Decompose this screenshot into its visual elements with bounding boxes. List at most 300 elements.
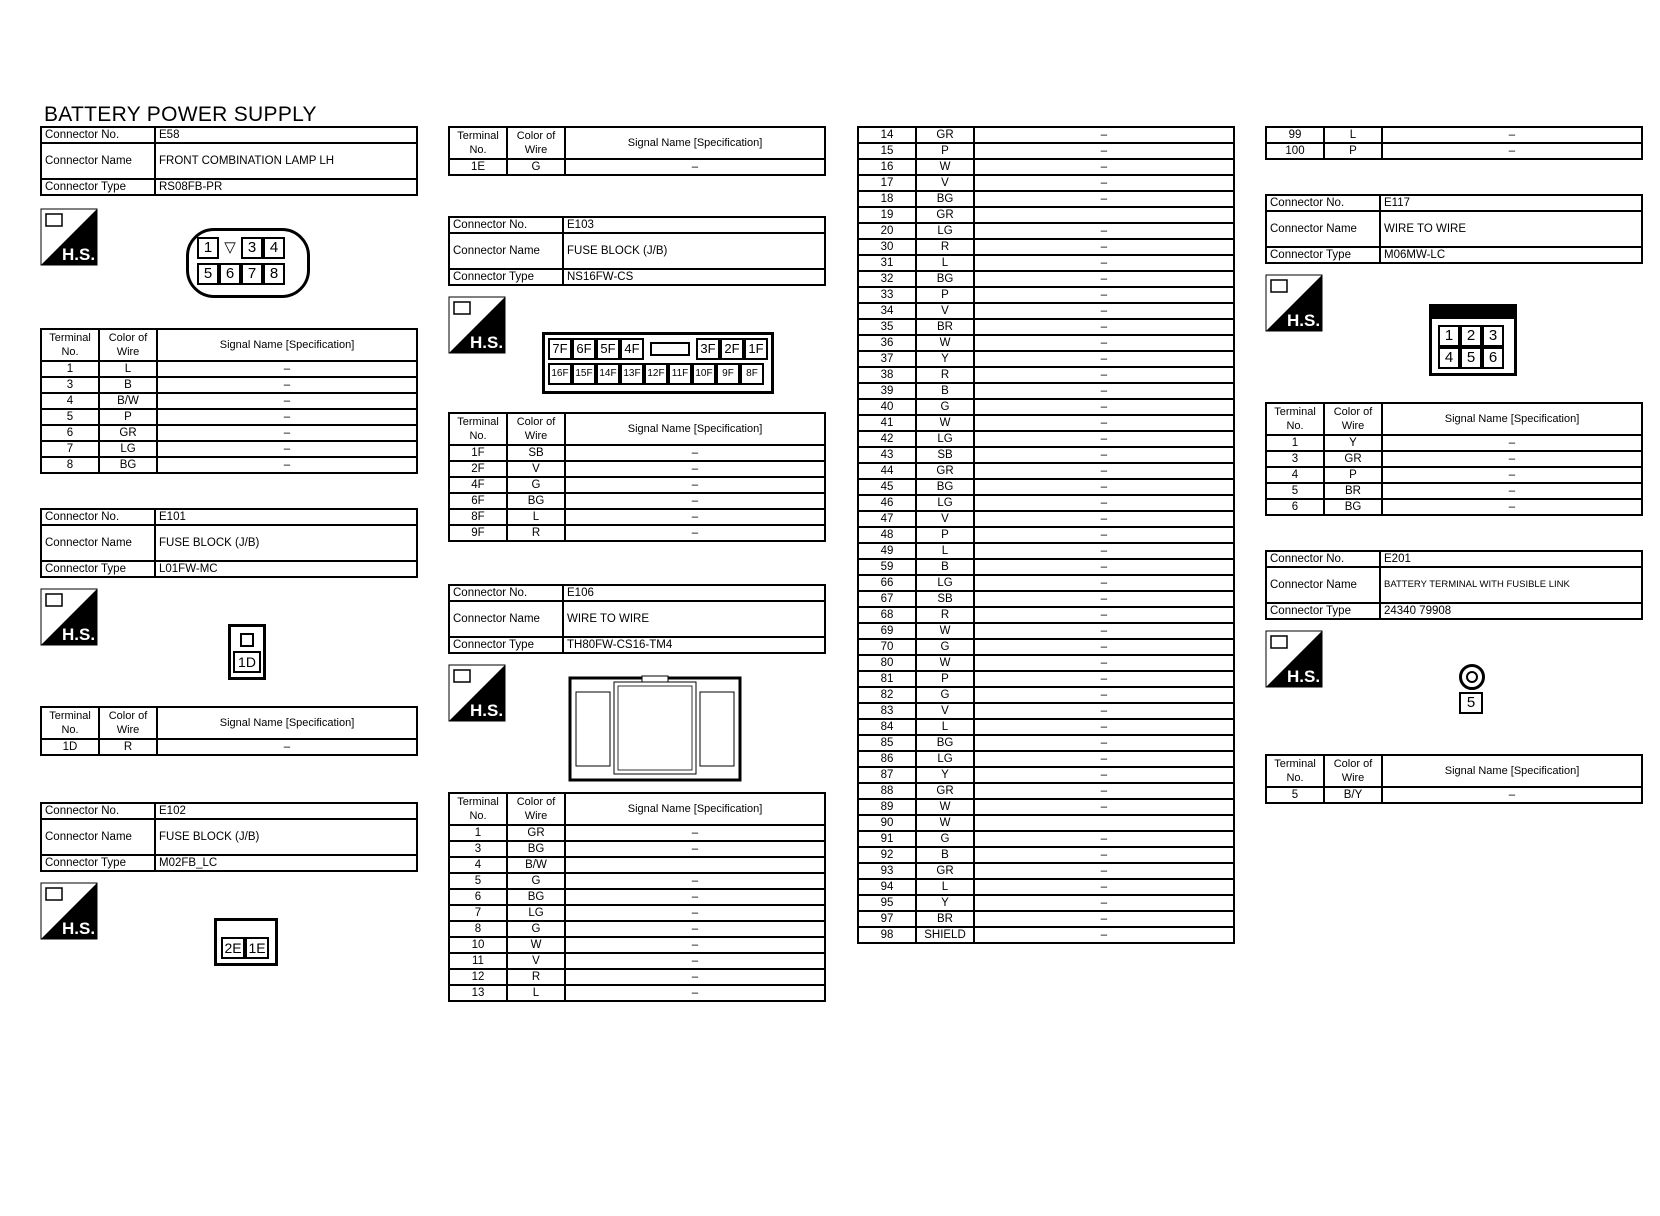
- terminal-no-cell: 36: [858, 335, 916, 351]
- table-row: 4F G –: [449, 477, 825, 493]
- wire-color-cell: W: [916, 623, 974, 639]
- connector-name-label: Connector Name: [41, 525, 155, 561]
- connector-name-value: FUSE BLOCK (J/B): [155, 819, 417, 855]
- pin: 11F: [668, 363, 692, 385]
- terminal-no-cell: 92: [858, 847, 916, 863]
- wire-color-cell: SB: [916, 447, 974, 463]
- table-row: [858, 911, 1234, 927]
- terminal-no-cell: 10: [449, 937, 507, 953]
- pin-row-bottom: [197, 263, 285, 285]
- terminal-table-e58: [40, 328, 418, 474]
- signal-name-cell: –: [974, 831, 1234, 847]
- wire-color-cell: G: [916, 639, 974, 655]
- table-row: [858, 879, 1234, 895]
- connector-no-value: E103: [563, 217, 825, 233]
- terminal-no-cell: 37: [858, 351, 916, 367]
- wire-color-cell: V: [916, 511, 974, 527]
- table-row: [858, 143, 1234, 159]
- signal-name-cell: –: [1382, 143, 1642, 159]
- harness-side-icon: [1265, 630, 1323, 688]
- connector-name-value: WIRE TO WIRE: [563, 601, 825, 637]
- table-row: [858, 607, 1234, 623]
- table-row: [858, 127, 1234, 143]
- wire-color-cell: LG: [916, 751, 974, 767]
- connector-type-label: Connector Type: [41, 179, 155, 195]
- terminal-no-cell: 97: [858, 911, 916, 927]
- table-row: 1D R –: [41, 739, 417, 755]
- signal-name-cell: –: [565, 985, 825, 1001]
- signal-name-cell: –: [974, 559, 1234, 575]
- wire-color-cell: LG: [916, 431, 974, 447]
- table-row: [449, 969, 825, 985]
- wire-color-cell: BG: [916, 735, 974, 751]
- wire-color-cell: G: [507, 921, 565, 937]
- connector-diagram-e103: [448, 286, 826, 412]
- terminal-no-cell: 5: [449, 873, 507, 889]
- terminal-no-cell: 8: [449, 921, 507, 937]
- wire-color-cell: GR: [916, 207, 974, 223]
- table-row: 5 P –: [41, 409, 417, 425]
- pin: 5F: [596, 338, 620, 360]
- terminal-no-cell: 16: [858, 159, 916, 175]
- table-row: [858, 255, 1234, 271]
- connector-diagram-e102: [40, 872, 418, 972]
- table-row: [858, 175, 1234, 191]
- table-row: [858, 559, 1234, 575]
- connector-type-label: Connector Type: [1266, 603, 1380, 619]
- table-row: [858, 815, 1234, 831]
- wire-color-cell: B: [916, 847, 974, 863]
- terminal-no-cell: 49: [858, 543, 916, 559]
- pin: 3: [241, 237, 263, 259]
- connector-type-value: NS16FW-CS: [563, 269, 825, 285]
- terminal-no-cell: 42: [858, 431, 916, 447]
- terminal-no-cell: 59: [858, 559, 916, 575]
- signal-name-cell: –: [974, 911, 1234, 927]
- wire-color-cell: P: [916, 143, 974, 159]
- wire-color-cell: B/W: [507, 857, 565, 873]
- connector-name-label: Connector Name: [1266, 211, 1380, 247]
- terminal-no-header: Terminal No.: [1266, 755, 1324, 787]
- signal-name-cell: –: [974, 223, 1234, 239]
- table-row: [858, 495, 1234, 511]
- pin: 12F: [644, 363, 668, 385]
- wire-color-cell: BR: [916, 319, 974, 335]
- signal-name-cell: –: [974, 655, 1234, 671]
- signal-name-cell: –: [974, 623, 1234, 639]
- terminal-no-cell: 93: [858, 863, 916, 879]
- terminal-no-cell: 17: [858, 175, 916, 191]
- table-row: [858, 863, 1234, 879]
- table-row: [858, 415, 1234, 431]
- pin: 13F: [620, 363, 644, 385]
- hs-label: H.S.: [470, 701, 504, 720]
- wire-color-cell: BG: [507, 841, 565, 857]
- connector-diagram-e201: [1265, 620, 1643, 754]
- terminal-no-cell: 19: [858, 207, 916, 223]
- signal-name-cell: –: [974, 479, 1234, 495]
- table-row: [858, 431, 1234, 447]
- terminal-no-cell: 88: [858, 783, 916, 799]
- wire-color-cell: P: [1324, 143, 1382, 159]
- wire-color-cell: L: [1324, 127, 1382, 143]
- pin: 6: [1482, 347, 1504, 369]
- table-row: [449, 985, 825, 1001]
- table-row: [449, 953, 825, 969]
- wire-color-cell: LG: [507, 905, 565, 921]
- signal-name-cell: –: [974, 303, 1234, 319]
- pin: 1: [1438, 325, 1460, 347]
- terminal-no-cell: 85: [858, 735, 916, 751]
- signal-name-cell: –: [974, 671, 1234, 687]
- wire-color-cell: L: [916, 879, 974, 895]
- table-row: [449, 937, 825, 953]
- connector-no-label: Connector No.: [41, 127, 155, 143]
- terminal-no-cell: 90: [858, 815, 916, 831]
- wire-color-cell: GR: [507, 825, 565, 841]
- terminal-no-cell: 67: [858, 591, 916, 607]
- table-row: [858, 527, 1234, 543]
- terminal-no-cell: 47: [858, 511, 916, 527]
- connector-shell: [214, 918, 278, 966]
- signal-name-cell: –: [974, 367, 1234, 383]
- table-row: 5 B/Y –: [1266, 787, 1642, 803]
- wire-color-cell: Y: [916, 895, 974, 911]
- signal-name-cell: –: [974, 463, 1234, 479]
- table-row: 6F BG –: [449, 493, 825, 509]
- table-row: [858, 735, 1234, 751]
- table-row: [858, 543, 1234, 559]
- connector-type-value: RS08FB-PR: [155, 179, 417, 195]
- table-row: [858, 751, 1234, 767]
- connector-type-value: 24340 79908: [1380, 603, 1642, 619]
- column-3: [857, 126, 1235, 944]
- signal-name-cell: –: [565, 841, 825, 857]
- table-row: 6 BG –: [1266, 499, 1642, 515]
- wire-color-cell: W: [916, 655, 974, 671]
- table-row: [858, 719, 1234, 735]
- color-header: Color of Wire: [507, 793, 565, 825]
- signal-name-cell: –: [974, 927, 1234, 943]
- table-row: [858, 511, 1234, 527]
- wire-color-cell: B: [916, 559, 974, 575]
- color-header: Color of Wire: [99, 707, 157, 739]
- terminal-no-cell: 18: [858, 191, 916, 207]
- terminal-no-header: Terminal No.: [449, 793, 507, 825]
- terminal-no-cell: 34: [858, 303, 916, 319]
- terminal-no-cell: 95: [858, 895, 916, 911]
- pin: 5: [1459, 692, 1483, 714]
- connector-shell: [542, 332, 774, 394]
- table-row: [858, 655, 1234, 671]
- terminal-no-cell: 35: [858, 319, 916, 335]
- wire-color-cell: L: [916, 543, 974, 559]
- table-row: [858, 671, 1234, 687]
- hs-label: H.S.: [62, 625, 96, 644]
- table-row: [858, 239, 1234, 255]
- table-row: [449, 889, 825, 905]
- wire-color-cell: W: [916, 815, 974, 831]
- wire-color-cell: G: [916, 399, 974, 415]
- table-row: [858, 351, 1234, 367]
- connector-no-value: E58: [155, 127, 417, 143]
- wire-color-cell: LG: [916, 223, 974, 239]
- terminal-no-cell: 68: [858, 607, 916, 623]
- connector-name-label: Connector Name: [1266, 567, 1380, 603]
- terminal-no-cell: 41: [858, 415, 916, 431]
- terminal-no-cell: 99: [1266, 127, 1324, 143]
- column-1: [40, 126, 418, 972]
- pin: 1E: [245, 937, 269, 959]
- table-row: [858, 191, 1234, 207]
- signal-name-cell: –: [1382, 127, 1642, 143]
- signal-header: Signal Name [Specification]: [565, 127, 825, 159]
- terminal-no-cell: 13: [449, 985, 507, 1001]
- terminal-no-cell: 84: [858, 719, 916, 735]
- connector-diagram-e106: [448, 654, 826, 792]
- wire-color-cell: SB: [916, 591, 974, 607]
- table-row: 6 GR –: [41, 425, 417, 441]
- pin: 1F: [744, 338, 768, 360]
- table-row: [858, 383, 1234, 399]
- terminal-no-cell: 15: [858, 143, 916, 159]
- wire-color-cell: W: [916, 159, 974, 175]
- terminal-table-e101: [40, 706, 418, 756]
- connector-no-value: E117: [1380, 195, 1642, 211]
- wire-color-cell: L: [916, 255, 974, 271]
- terminal-no-cell: 69: [858, 623, 916, 639]
- wire-color-cell: W: [916, 335, 974, 351]
- connector-no-label: Connector No.: [41, 509, 155, 525]
- signal-name-cell: –: [565, 921, 825, 937]
- terminal-no-cell: 94: [858, 879, 916, 895]
- signal-header: Signal Name [Specification]: [1382, 403, 1642, 435]
- table-row: [858, 207, 1234, 223]
- signal-name-cell: [974, 207, 1234, 223]
- connector-type-label: Connector Type: [1266, 247, 1380, 263]
- wire-color-cell: LG: [916, 575, 974, 591]
- wire-color-cell: W: [507, 937, 565, 953]
- signal-name-cell: –: [974, 511, 1234, 527]
- connector-shell: [1459, 664, 1485, 714]
- wire-color-cell: W: [916, 415, 974, 431]
- table-row: [1266, 127, 1642, 143]
- connector-type-value: M06MW-LC: [1380, 247, 1642, 263]
- hs-label: H.S.: [1287, 667, 1321, 686]
- table-row: [858, 271, 1234, 287]
- signal-name-cell: –: [974, 783, 1234, 799]
- wire-color-cell: W: [916, 799, 974, 815]
- terminal-table-e117: [1265, 402, 1643, 516]
- connector-no-label: Connector No.: [41, 803, 155, 819]
- table-row: [858, 895, 1234, 911]
- signal-name-cell: –: [974, 527, 1234, 543]
- table-row: 3 GR –: [1266, 451, 1642, 467]
- terminal-no-cell: 30: [858, 239, 916, 255]
- wire-color-cell: BR: [916, 911, 974, 927]
- terminal-no-cell: 46: [858, 495, 916, 511]
- wire-color-cell: Y: [916, 351, 974, 367]
- connector-info-e101: [40, 508, 418, 578]
- pin: 3: [1482, 325, 1504, 347]
- table-row: [858, 399, 1234, 415]
- connector-name-value: BATTERY TERMINAL WITH FUSIBLE LINK: [1380, 567, 1642, 603]
- connector-name-label: Connector Name: [449, 233, 563, 269]
- connector-name-value: FRONT COMBINATION LAMP LH: [155, 143, 417, 179]
- pin: 2: [1460, 325, 1482, 347]
- signal-name-cell: –: [974, 351, 1234, 367]
- pin: 4: [1438, 347, 1460, 369]
- wire-color-cell: SHIELD: [916, 927, 974, 943]
- signal-name-cell: –: [974, 143, 1234, 159]
- table-row: 2F V –: [449, 461, 825, 477]
- terminal-no-header: Terminal No.: [449, 413, 507, 445]
- signal-name-cell: –: [974, 191, 1234, 207]
- terminal-no-header: Terminal No.: [41, 707, 99, 739]
- signal-name-cell: –: [974, 879, 1234, 895]
- terminal-no-cell: 33: [858, 287, 916, 303]
- table-row: [858, 463, 1234, 479]
- table-row: [449, 857, 825, 873]
- table-row: [858, 799, 1234, 815]
- page-title: BATTERY POWER SUPPLY: [44, 103, 317, 126]
- terminal-table-e106-part3: [1265, 126, 1643, 160]
- wire-color-cell: BG: [916, 479, 974, 495]
- wire-color-cell: G: [916, 687, 974, 703]
- pin: 4F: [620, 338, 644, 360]
- signal-name-cell: –: [974, 575, 1234, 591]
- column-4: [1265, 126, 1643, 804]
- pin: 2E: [221, 937, 245, 959]
- table-row: [858, 479, 1234, 495]
- wire-color-cell: R: [916, 367, 974, 383]
- connector-type-label: Connector Type: [41, 561, 155, 577]
- terminal-no-cell: 3: [449, 841, 507, 857]
- signal-name-cell: –: [974, 735, 1234, 751]
- wire-color-cell: R: [916, 239, 974, 255]
- table-row: [858, 639, 1234, 655]
- hs-label: H.S.: [62, 919, 96, 938]
- terminal-no-cell: 12: [449, 969, 507, 985]
- signal-name-cell: –: [974, 239, 1234, 255]
- pin-row-top: 1 ▽ 3 4: [197, 237, 285, 259]
- harness-side-icon: [40, 208, 98, 266]
- connector-type-label: Connector Type: [449, 637, 563, 653]
- terminal-no-cell: 14: [858, 127, 916, 143]
- terminal-no-cell: 40: [858, 399, 916, 415]
- connector-shell: [568, 674, 742, 782]
- terminal-table-e102: [448, 126, 826, 176]
- signal-name-cell: –: [974, 543, 1234, 559]
- signal-name-cell: –: [974, 799, 1234, 815]
- table-row: 1 L –: [41, 361, 417, 377]
- connector-info-e103: [448, 216, 826, 286]
- terminal-no-cell: 20: [858, 223, 916, 239]
- signal-name-cell: –: [974, 159, 1234, 175]
- connector-type-label: Connector Type: [449, 269, 563, 285]
- connector-info-e201: [1265, 550, 1643, 620]
- hs-label: H.S.: [470, 333, 504, 352]
- signal-name-cell: [565, 857, 825, 873]
- connector-shell: [1429, 304, 1517, 376]
- connector-type-value: L01FW-MC: [155, 561, 417, 577]
- connector-info-e58: [40, 126, 418, 196]
- signal-name-cell: [974, 815, 1234, 831]
- connector-no-value: E201: [1380, 551, 1642, 567]
- wire-color-cell: R: [916, 607, 974, 623]
- terminal-no-cell: 1: [449, 825, 507, 841]
- color-header: Color of Wire: [1324, 403, 1382, 435]
- terminal-no-cell: 100: [1266, 143, 1324, 159]
- harness-side-icon: [40, 882, 98, 940]
- connector-diagram-e101: [40, 578, 418, 706]
- harness-side-icon: [448, 664, 506, 722]
- connector-name-value: FUSE BLOCK (J/B): [155, 525, 417, 561]
- table-row: 8F L –: [449, 509, 825, 525]
- signal-header: Signal Name [Specification]: [565, 413, 825, 445]
- signal-name-cell: –: [974, 175, 1234, 191]
- connector-type-label: Connector Type: [41, 855, 155, 871]
- signal-name-cell: –: [565, 889, 825, 905]
- terminal-no-cell: 70: [858, 639, 916, 655]
- pin: 14F: [596, 363, 620, 385]
- connector-no-value: E101: [155, 509, 417, 525]
- table-row: [858, 367, 1234, 383]
- terminal-no-cell: 32: [858, 271, 916, 287]
- table-row: 1F SB –: [449, 445, 825, 461]
- terminal-no-cell: 82: [858, 687, 916, 703]
- table-row: [449, 921, 825, 937]
- table-row: [449, 905, 825, 921]
- table-row: 1E G –: [449, 159, 825, 175]
- table-row: 5 BR –: [1266, 483, 1642, 499]
- terminal-no-cell: 80: [858, 655, 916, 671]
- pin: 4: [263, 237, 285, 259]
- connector-info-e117: [1265, 194, 1643, 264]
- hs-label: H.S.: [62, 245, 96, 264]
- table-row: 7 LG –: [41, 441, 417, 457]
- terminal-no-header: Terminal No.: [449, 127, 507, 159]
- connector-no-label: Connector No.: [449, 585, 563, 601]
- signal-name-cell: –: [565, 905, 825, 921]
- connector-name-label: Connector Name: [41, 819, 155, 855]
- signal-name-cell: –: [974, 639, 1234, 655]
- signal-name-cell: –: [974, 895, 1234, 911]
- wire-color-cell: P: [916, 671, 974, 687]
- table-row: [449, 841, 825, 857]
- pin: 3F: [696, 338, 720, 360]
- latch: [650, 342, 690, 356]
- signal-name-cell: –: [974, 399, 1234, 415]
- hs-label: H.S.: [1287, 311, 1321, 330]
- table-row: [858, 447, 1234, 463]
- pin: 5: [1460, 347, 1482, 369]
- terminal-table-e106-part2: [857, 126, 1235, 944]
- terminal-no-cell: 98: [858, 927, 916, 943]
- wire-color-cell: Y: [916, 767, 974, 783]
- table-row: [858, 159, 1234, 175]
- terminal-no-cell: 87: [858, 767, 916, 783]
- signal-name-cell: –: [974, 703, 1234, 719]
- pin: 8F: [740, 363, 764, 385]
- pin: 5: [197, 263, 219, 285]
- signal-name-cell: –: [565, 953, 825, 969]
- wire-color-cell: B: [916, 383, 974, 399]
- table-row: 9F R –: [449, 525, 825, 541]
- signal-header: Signal Name [Specification]: [1382, 755, 1642, 787]
- color-header: Color of Wire: [1324, 755, 1382, 787]
- signal-name-cell: –: [974, 719, 1234, 735]
